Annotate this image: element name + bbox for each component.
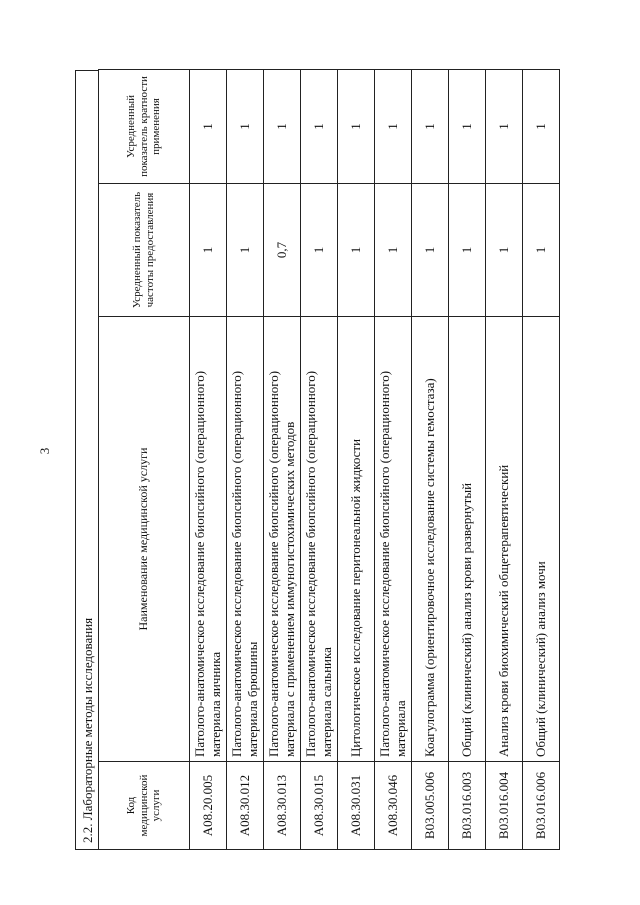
service-name: Патолого-анатомическое исследование биопсийного (операционного) материала	[375, 317, 412, 762]
multiplicity-value: 1	[486, 70, 523, 184]
table-row	[264, 70, 301, 850]
header-name: Наименование медицинской услуги	[99, 317, 190, 762]
service-code: A08.30.015	[301, 762, 338, 850]
frequency-value: 1	[301, 184, 338, 317]
multiplicity-value: 1	[264, 70, 301, 184]
table-row	[227, 70, 264, 850]
service-name: Патолого-анатомическое исследование биопсийного (операционного) материала яичника	[190, 317, 227, 762]
frequency-value: 1	[523, 184, 560, 317]
frequency-value: 1	[338, 184, 375, 317]
service-name: Общий (клинический) анализ крови развернутый	[449, 317, 486, 762]
section-title: 2.2. Лабораторные методы исследования	[75, 70, 98, 850]
service-code: B03.005.006	[412, 762, 449, 850]
frequency-value: 1	[486, 184, 523, 317]
multiplicity-value: 1	[338, 70, 375, 184]
table-row	[301, 70, 338, 850]
service-code: B03.016.004	[486, 762, 523, 850]
service-name: Патолого-анатомическое исследование биопсийного (операционного) материала брюшины	[227, 317, 264, 762]
service-name: Анализ крови биохимический общетерапевтический	[486, 317, 523, 762]
frequency-value: 1	[227, 184, 264, 317]
service-code: B03.016.006	[523, 762, 560, 850]
services-table	[98, 69, 560, 850]
page-number: 3	[37, 447, 52, 455]
multiplicity-value: 1	[449, 70, 486, 184]
service-code: A08.30.013	[264, 762, 301, 850]
frequency-value: 0,7	[264, 184, 301, 317]
table-row	[486, 70, 523, 850]
table-row	[449, 70, 486, 850]
frequency-value: 1	[449, 184, 486, 317]
service-code: A08.30.012	[227, 762, 264, 850]
rotated-table-block	[75, 70, 554, 850]
service-name: Общий (клинический) анализ мочи	[523, 317, 560, 762]
frequency-value: 1	[412, 184, 449, 317]
multiplicity-value: 1	[227, 70, 264, 184]
table-row	[190, 70, 227, 850]
table-row	[338, 70, 375, 850]
service-name: Коагулограмма (ориентировочное исследование системы гемостаза)	[412, 317, 449, 762]
table-header-row	[99, 70, 190, 850]
header-frequency: Усредненный показатель частоты предоставления	[99, 184, 190, 317]
multiplicity-value: 1	[523, 70, 560, 184]
table-row	[412, 70, 449, 850]
service-code: A08.30.046	[375, 762, 412, 850]
frequency-value: 1	[375, 184, 412, 317]
table-row	[523, 70, 560, 850]
service-code: A08.30.031	[338, 762, 375, 850]
frequency-value: 1	[190, 184, 227, 317]
table-row	[375, 70, 412, 850]
multiplicity-value: 1	[412, 70, 449, 184]
service-name: Патолого-анатомическое исследование биопсийного (операционного) материала сальника	[301, 317, 338, 762]
multiplicity-value: 1	[301, 70, 338, 184]
service-name: Цитологическое исследование перитонеальной жидкости	[338, 317, 375, 762]
service-name: Патолого-анатомическое исследование биопсийного (операционного) материала с применением иммуногистохимических методов	[264, 317, 301, 762]
multiplicity-value: 1	[190, 70, 227, 184]
header-code: Код медицинской услуги	[99, 762, 190, 850]
header-multiplicity: Усредненный показатель кратности применения	[99, 70, 190, 184]
multiplicity-value: 1	[375, 70, 412, 184]
service-code: B03.016.003	[449, 762, 486, 850]
service-code: A08.20.005	[190, 762, 227, 850]
